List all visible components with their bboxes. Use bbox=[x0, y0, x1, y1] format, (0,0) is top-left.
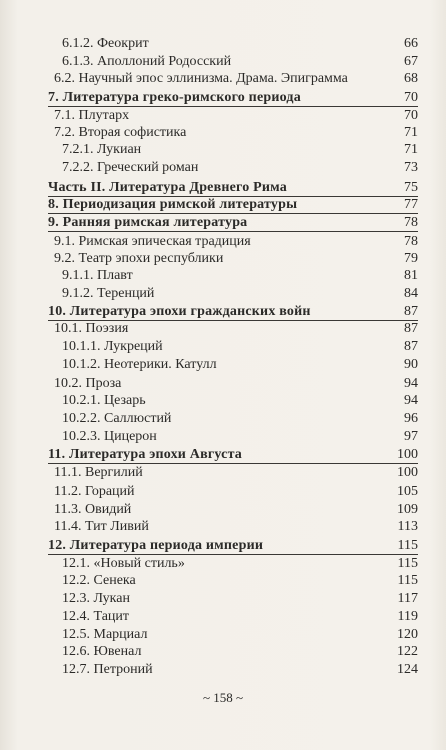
toc-entry-title: 9.1.1. Плавт bbox=[62, 268, 133, 284]
toc-entry-title: 6.1.3. Аполлоний Родосский bbox=[62, 53, 232, 69]
toc-entry-title: 11.2. Гораций bbox=[54, 483, 135, 499]
toc-entry-title: 6.1.2. Феокрит bbox=[62, 36, 149, 51]
toc-entry-title: 11.4. Тит Ливий bbox=[54, 519, 149, 535]
toc-entry-page-number: 87 bbox=[404, 321, 418, 337]
toc-entry-title: 9. Ранняя римская литература bbox=[48, 215, 248, 231]
toc-entry-page-number: 115 bbox=[397, 555, 418, 571]
toc-entry-title: 7. Литература греко-римского периода bbox=[48, 90, 301, 106]
toc-entry-page-number: 70 bbox=[404, 107, 418, 123]
toc-entry-page-number: 115 bbox=[397, 537, 418, 553]
toc-entry-page-number: 100 bbox=[397, 447, 418, 463]
toc-entry-title: 9.1. Римская эпическая традиция bbox=[54, 233, 251, 249]
toc-entry-page-number: 117 bbox=[397, 591, 418, 607]
toc-heading-row bbox=[0, 213, 446, 233]
toc-entry-title: 10.2.1. Цезарь bbox=[62, 393, 146, 409]
toc-entry-page-number: 84 bbox=[404, 286, 418, 302]
toc-entry-page-number: 120 bbox=[397, 626, 418, 642]
toc-entry-title: Часть II. Литература Древнего Рима bbox=[48, 179, 287, 195]
toc-entry-page-number: 81 bbox=[404, 268, 418, 284]
toc-entry-page-number: 109 bbox=[397, 501, 418, 517]
toc-entry-page-number: 66 bbox=[404, 36, 418, 51]
toc-entry-title: 10.2.3. Цицерон bbox=[62, 428, 157, 444]
toc-entry-title: 8. Периодизация римской литературы bbox=[48, 197, 298, 213]
toc-entry-title: 7.1. Плутарх bbox=[54, 107, 130, 123]
toc-entry-page-number: 78 bbox=[404, 233, 418, 249]
toc-entry-page-number: 70 bbox=[404, 90, 418, 106]
toc-entry-page-number: 68 bbox=[404, 71, 418, 87]
toc-entry-page-number: 79 bbox=[404, 250, 418, 266]
toc-entry-row bbox=[0, 463, 446, 483]
toc-entry-page-number: 94 bbox=[404, 375, 418, 391]
toc-entry-page-number: 90 bbox=[404, 356, 418, 372]
toc-entry-page-number: 67 bbox=[404, 53, 418, 69]
toc-entry-page-number: 94 bbox=[404, 393, 418, 409]
toc-entry-title: 11. Литература эпохи Августа bbox=[48, 447, 243, 463]
toc-entry-page-number: 87 bbox=[404, 303, 418, 319]
toc-entry-title: 12.1. «Новый стиль» bbox=[62, 555, 185, 571]
toc-entry-row bbox=[0, 355, 446, 375]
toc-entry-title: 7.2.1. Лукиан bbox=[62, 142, 142, 158]
toc-entry-title: 7.2.2. Греческий роман bbox=[62, 160, 199, 176]
toc-entry-title: 9.1.2. Теренций bbox=[62, 286, 155, 302]
toc-entry-title: 10.1. Поэзия bbox=[54, 321, 129, 337]
toc-entry-page-number: 78 bbox=[404, 215, 418, 231]
toc-entry-title: 9.2. Театр эпохи республики bbox=[54, 250, 224, 266]
page-number-footer: ~ 158 ~ bbox=[202, 690, 244, 705]
toc-entry-title: 7.2. Вторая софистика bbox=[54, 124, 187, 140]
toc-entry-page-number: 122 bbox=[397, 644, 418, 660]
toc-entry-title: 11.3. Овидий bbox=[54, 501, 132, 517]
toc-entry-title: 10.1.1. Лукреций bbox=[62, 339, 163, 355]
toc-entry-title: 10.1.2. Неотерики. Катулл bbox=[62, 356, 217, 372]
toc-entry-title: 12.7. Петроний bbox=[62, 662, 153, 677]
toc-entry-page-number: 115 bbox=[397, 573, 418, 589]
toc-entry-page-number: 96 bbox=[404, 411, 418, 427]
toc-entry-row bbox=[0, 660, 446, 680]
toc-entry-title: 11.1. Вергилий bbox=[54, 465, 143, 481]
toc-entry-page-number: 77 bbox=[404, 197, 418, 213]
toc-entry-page-number: 113 bbox=[397, 519, 418, 535]
toc-entry-title: 10.2. Проза bbox=[54, 375, 122, 391]
toc-entry-title: 12. Литература периода империи bbox=[48, 537, 264, 553]
toc-entry-title: 12.6. Ювенал bbox=[62, 644, 142, 660]
toc-entry-page-number: 87 bbox=[404, 339, 418, 355]
toc-entry-row bbox=[0, 158, 446, 178]
toc-entry-page-number: 105 bbox=[397, 483, 418, 499]
toc-entry-page-number: 71 bbox=[404, 124, 418, 140]
toc-entry-title: 6.2. Научный эпос эллинизма. Драма. Эпиграмма bbox=[54, 71, 348, 87]
toc-entry-title: 12.2. Сенека bbox=[62, 573, 136, 589]
toc-entry-page-number: 119 bbox=[397, 608, 418, 624]
toc-entry-title: 10. Литература эпохи гражданских войн bbox=[48, 303, 311, 319]
toc-entry-title: 12.3. Лукан bbox=[62, 591, 130, 607]
toc-entry-row bbox=[0, 427, 446, 447]
toc-entry-page-number: 75 bbox=[404, 179, 418, 195]
toc-entry-page-number: 71 bbox=[404, 142, 418, 158]
toc-entry-page-number: 97 bbox=[404, 428, 418, 444]
toc-entry-title: 10.2.2. Саллюстий bbox=[62, 411, 172, 427]
toc-entry-page-number: 100 bbox=[397, 465, 418, 481]
toc-entry-row bbox=[0, 69, 446, 89]
toc-entry-page-number: 73 bbox=[404, 160, 418, 176]
toc-entry-title: 12.5. Марциал bbox=[62, 626, 148, 642]
toc-entry-page-number: 124 bbox=[397, 662, 418, 677]
toc-entry-row bbox=[0, 517, 446, 537]
toc-entry-title: 12.4. Тацит bbox=[62, 608, 130, 624]
